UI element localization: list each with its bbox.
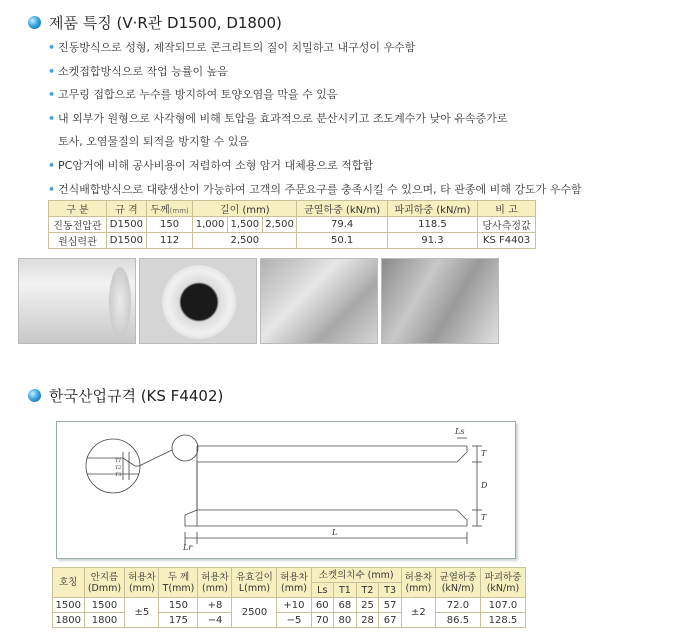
table-cell: D1500 xyxy=(106,233,146,249)
table-cell: 60 xyxy=(311,598,334,613)
table-cell: 128.5 xyxy=(480,613,525,628)
label-lr: Lr xyxy=(183,543,193,552)
bullet-dot-icon: • xyxy=(48,182,56,196)
table-cell: 70 xyxy=(311,613,334,628)
table-cell: −5 xyxy=(277,613,311,628)
ks-spec-table xyxy=(52,567,526,628)
table-cell: +8 xyxy=(198,598,232,613)
pipe-end-photo xyxy=(139,258,257,344)
col-header: 구 분 xyxy=(49,201,107,217)
table-row xyxy=(53,613,526,628)
bullet-dot-icon: • xyxy=(48,111,56,125)
detail-circle xyxy=(86,439,140,493)
table-cell: 68 xyxy=(334,598,357,613)
table-cell: 당사측정값 xyxy=(478,217,536,233)
table-cell: 28 xyxy=(356,613,379,628)
col-header: 허용차 (mm) xyxy=(277,568,311,598)
col-header: 길이 (mm) xyxy=(193,201,297,217)
title-bullet-icon xyxy=(28,389,41,402)
detail-callout xyxy=(172,435,198,461)
table-cell: 79.4 xyxy=(297,217,387,233)
label-t2: T2 xyxy=(115,465,122,471)
section-title-text: 한국산업규격 (KS F4402) xyxy=(49,387,224,405)
table-cell: KS F4403 xyxy=(478,233,536,249)
table-cell: +10 xyxy=(277,598,311,613)
section-title-text: 제품 특징 (V·R관 D1500, D1800) xyxy=(49,14,282,32)
feature-item: • PC암거에 비해 공사비용이 저렴하여 소형 암거 대체용으로 적합함 xyxy=(48,158,668,182)
table-cell: 1,000 xyxy=(193,217,228,233)
col-header: 파괴하중 (kN/m) xyxy=(480,568,525,598)
table-row xyxy=(49,217,536,233)
title-bullet-icon xyxy=(28,16,41,29)
feature-item: • 내 외부가 원형으로 사각형에 비해 토압을 효과적으로 분산시키고 조도계수가 낮아 유속증가로 xyxy=(48,111,668,135)
table-cell: 150 xyxy=(146,217,192,233)
label-d: D xyxy=(481,481,488,490)
table-cell: 1,500 xyxy=(227,217,262,233)
table-cell: 1800 xyxy=(84,613,125,628)
table-cell: 1500 xyxy=(53,598,85,613)
table-cell: 86.5 xyxy=(435,613,480,628)
bullet-dot-icon: • xyxy=(48,64,56,78)
col-header: 호칭 xyxy=(53,568,85,598)
table-cell: 50.1 xyxy=(297,233,387,249)
col-header: 균열하중 (kN/m) xyxy=(435,568,480,598)
pipe-drawing xyxy=(57,422,517,560)
table-cell: 1500 xyxy=(84,598,125,613)
label-t1: T1 xyxy=(115,458,122,464)
col-header: 두께(mm) xyxy=(146,201,192,217)
table-cell: 57 xyxy=(379,598,402,613)
section-title-ks xyxy=(28,385,223,406)
sub-header: Ls xyxy=(311,583,334,598)
table-cell: 원심력관 xyxy=(49,233,107,249)
table-cell: 25 xyxy=(356,598,379,613)
pipe-side-photo xyxy=(18,258,136,344)
table-cell: 2,500 xyxy=(193,233,297,249)
table-cell: 80 xyxy=(334,613,357,628)
bullet-dot-icon: • xyxy=(48,88,56,102)
bullet-dot-icon: • xyxy=(48,41,56,54)
table-cell: 72.0 xyxy=(435,598,480,613)
label-t-bottom: T xyxy=(481,513,487,522)
bullet-dot-icon: • xyxy=(48,158,56,172)
pipe-socket-photo xyxy=(381,258,499,344)
col-header: 허용차 (mm) xyxy=(125,568,159,598)
table-cell: 175 xyxy=(159,613,198,628)
pipe-dimension-diagram xyxy=(56,421,516,559)
col-header: 규 격 xyxy=(106,201,146,217)
label-l: L xyxy=(332,528,338,537)
col-header: 비 고 xyxy=(478,201,536,217)
table-cell: ±2 xyxy=(401,598,435,628)
col-header: 소켓의치수 (mm) xyxy=(311,568,401,583)
table-cell: D1500 xyxy=(106,217,146,233)
product-photos xyxy=(18,258,499,344)
label-ls: Ls xyxy=(455,427,465,436)
table-cell: 91.3 xyxy=(387,233,477,249)
feature-item-continued: 토사, 오염물질의 퇴적을 방지할 수 있음 xyxy=(58,135,249,149)
table-cell: 118.5 xyxy=(387,217,477,233)
feature-list xyxy=(48,40,668,205)
table-row xyxy=(49,233,536,249)
table-cell: 112 xyxy=(146,233,192,249)
table-cell: 107.0 xyxy=(480,598,525,613)
col-header: 균열하중 (kN/m) xyxy=(297,201,387,217)
feature-item: • 진동방식으로 성형, 제작되므로 콘크리트의 질이 치밀하고 내구성이 우수함 xyxy=(48,40,668,64)
feature-item: • 소켓접합방식으로 작업 능률이 높음 xyxy=(48,64,668,88)
col-header: 안지름 (Dmm) xyxy=(84,568,125,598)
table-cell: 2500 xyxy=(232,598,277,628)
table-cell: −4 xyxy=(198,613,232,628)
sub-header: T1 xyxy=(334,583,357,598)
comparison-table xyxy=(48,200,536,249)
table-cell: 2,500 xyxy=(262,217,297,233)
col-header: 파괴하중 (kN/m) xyxy=(387,201,477,217)
col-header: 유효길이 L(mm) xyxy=(232,568,277,598)
sub-header: T2 xyxy=(356,583,379,598)
col-header: 두 께 T(mm) xyxy=(159,568,198,598)
label-t3: T3 xyxy=(115,472,122,478)
sub-header: T3 xyxy=(379,583,402,598)
table-cell: 67 xyxy=(379,613,402,628)
pipe-interior-photo xyxy=(260,258,378,344)
table-row xyxy=(53,598,526,613)
col-header: 허용차 (mm) xyxy=(198,568,232,598)
table-cell: ±5 xyxy=(125,598,159,628)
label-t-top: T xyxy=(481,449,487,458)
table-cell: 진동전압관 xyxy=(49,217,107,233)
feature-item: • 고무링 접합으로 누수를 방지하여 토양오염을 막을 수 있음 xyxy=(48,87,668,111)
table-cell: 1800 xyxy=(53,613,85,628)
feature-item: • 건식배합방식으로 대량생산이 가능하여 고객의 주문요구를 충족시킬 수 있으며, 타 관종에 비해 강도가 우수함 xyxy=(48,182,668,206)
table-cell: 150 xyxy=(159,598,198,613)
col-header: 허용차 (mm) xyxy=(401,568,435,598)
section-title-features xyxy=(28,12,282,33)
